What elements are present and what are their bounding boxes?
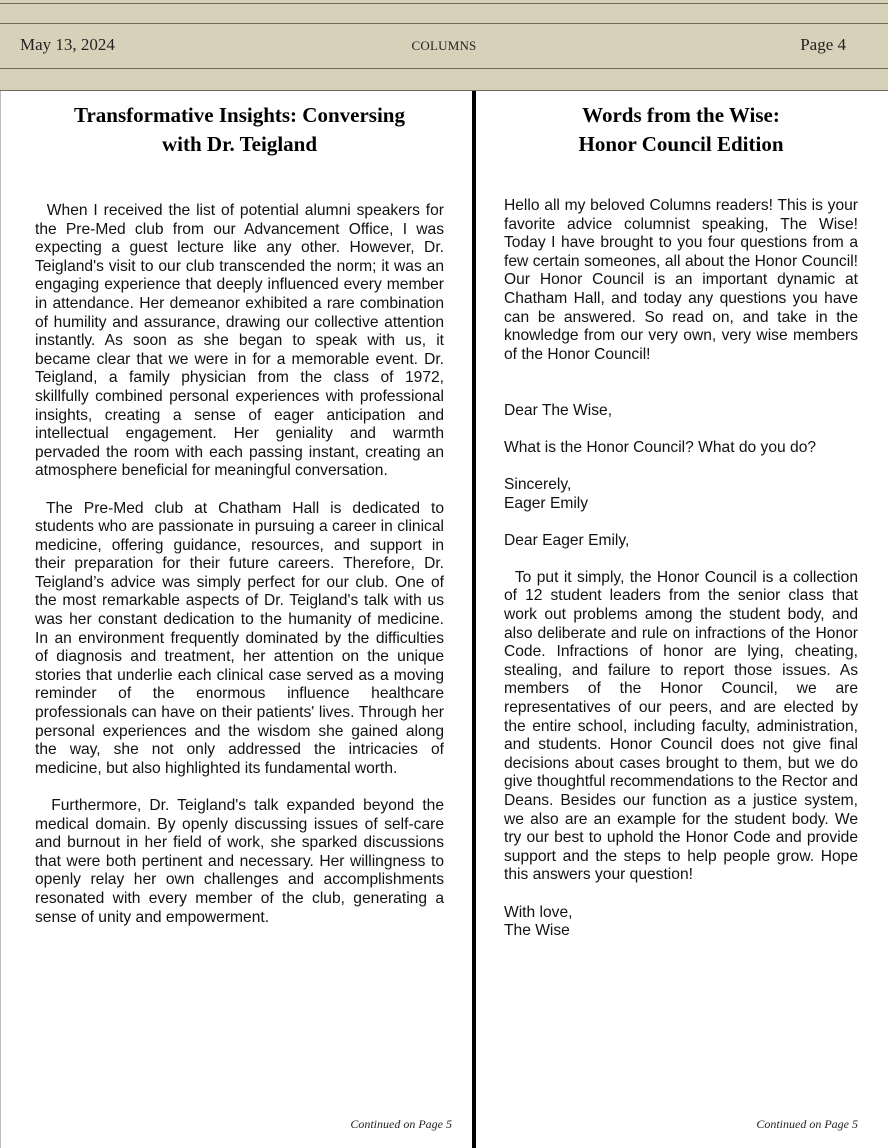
newsletter-title: COLUMNS	[411, 38, 477, 53]
header-rule-top	[0, 3, 888, 4]
letter-signoff: Sincerely,	[504, 475, 572, 493]
right-continued-link: Continued on Page 5	[756, 1117, 858, 1131]
intro-paragraph: Hello all my beloved Columns readers! This is your favorite advice columnist speaking, The Wise! Today I have brought to you four questions from a few certain someones, all about the Honor Council! Our Honor Council is an important dynamic at Chatham Hall, and today any questions you have can be answered. So read on, and take in the knowledge from our very own, very wise members of the Honor Council!	[504, 197, 858, 363]
left-paragraph-3: Furthermore, Dr. Teigland's talk expanded beyond the medical domain. By openly discussing issues of self-care and burnout in her field of work, she sparked discussions that were both pertinent and necessary. Her willingness to openly relay her own challenges and accomplishments resonated with every member of the club, generating a sense of unity and empowerment.	[35, 797, 449, 926]
right-article	[504, 91, 863, 941]
left-paragraph-1: When I received the list of potential alumni speakers for the Pre-Med club from our Advancement Office, I was expecting a guest lecture like any other. However, Dr. Teigland's visit to our club transcended the norm; it was an engaging experience that deeply influenced every member in attendance. Her demeanor exhibited a rare combination of humility and assurance, drawing our collective attention instantly. As soon as she began to speak with us, it became clear that we were in for a memorable event. Dr. Teigland, a family physician from the class of 1972, skillfully combined personal experiences with professional insights, creating a sense of eager anticipation and intellectual engagement. Her geniality and warmth pervaded the room with each passing instant, creating an atmosphere beneficial for meaningful conversation.	[35, 202, 449, 480]
reply-signer: The Wise	[504, 922, 570, 940]
right-article-body	[504, 197, 863, 941]
left-title-line1: Transformative Insights: Conversing	[74, 103, 405, 127]
reply-salutation: Dear Eager Emily,	[504, 531, 630, 549]
column-divider	[472, 91, 476, 1148]
left-article	[35, 91, 449, 927]
right-title-line2: Honor Council Edition	[578, 132, 784, 156]
letter-question: What is the Honor Council? What do you do?	[504, 438, 817, 456]
letter-signer: Eager Emily	[504, 494, 589, 512]
right-article-title	[504, 101, 858, 159]
page-number: Page 4	[800, 35, 846, 54]
letter-salutation: Dear The Wise,	[504, 401, 613, 419]
left-paragraph-2: The Pre-Med club at Chatham Hall is dedicated to students who are passionate in pursuing a career in clinical medicine, offering guidance, resources, and support in their preparation for their future careers. Therefore, Dr. Teigland’s advice was simply perfect for our club. One of the most remarkable aspects of Dr. Teigland's talk with us was her constant dedication to the humanity of medicine. In an environment frequently dominated by the difficulties of diagnosis and treatment, her attention on the unique stories that underlie each clinical case served as a moving reminder of the enormous influence healthcare professionals can have on their patients' lives. Through her personal experiences and the wisdom she gained along the way, she not only addressed the intricacies of medicine, but also highlighted its fundamental worth.	[35, 499, 449, 777]
reply-answer: To put it simply, the Honor Council is a collection of 12 student leaders from the senior class that work out problems among the student body, and also deliberate and rule on infractions of the Honor Code. Infractions of honor are lying, cheating, stealing, and failure to report those issues. As members of the Honor Council, we are representatives of our peers, and are elected by the entire school, including faculty, administration, and students. Honor Council does not give final decisions about cases brought to them, but we do give thoughtful recommendations to the Rector and Deans. Besides our function as a justice system, we also are an example for the student body. We try our best to uphold the Honor Code and provide support and the steps to help people grow. Hope this answers your question!	[504, 568, 863, 884]
left-title-line2: with Dr. Teigland	[161, 132, 318, 156]
right-title-line1: Words from the Wise:	[582, 103, 780, 127]
header-rule-upper	[0, 23, 888, 24]
left-article-body	[35, 202, 449, 927]
left-article-title	[35, 101, 444, 159]
issue-date: May 13, 2024	[20, 35, 115, 54]
header-rule-lower	[0, 68, 888, 69]
left-edge	[0, 91, 1, 1148]
left-continued-link: Continued on Page 5	[350, 1117, 452, 1131]
reply-signoff: With love,	[504, 903, 573, 921]
